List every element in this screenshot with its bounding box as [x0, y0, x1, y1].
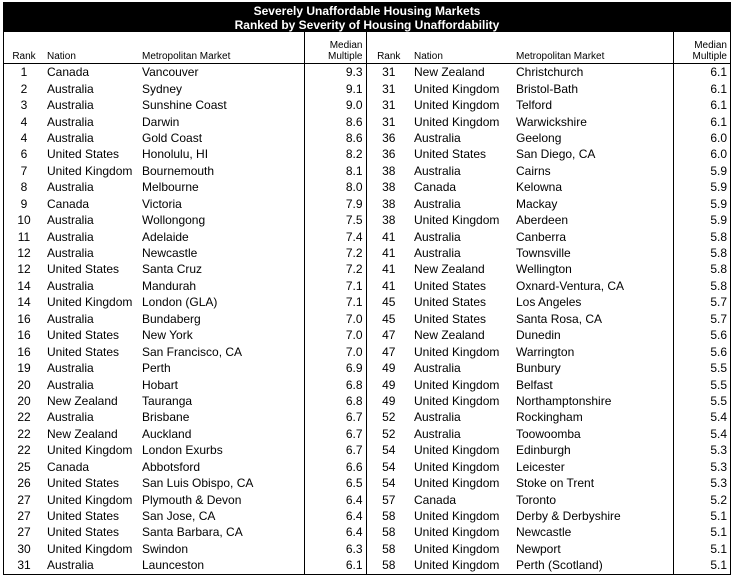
- left-rank-cell: 30: [17, 541, 31, 556]
- left-multiple-cell: 8.6: [304, 113, 366, 129]
- right-nation-cell: New Zealand: [414, 328, 485, 343]
- table-row: [4, 212, 730, 228]
- header-rank-left: Rank: [4, 32, 44, 64]
- table-row: [4, 409, 730, 425]
- right-nation-cell: New Zealand: [414, 262, 485, 277]
- header-multiple-line2: Multiple: [328, 51, 363, 62]
- right-nation-cell: Australia: [414, 196, 461, 211]
- left-multiple-cell: 7.0: [304, 311, 366, 327]
- left-nation-cell: United States: [47, 525, 120, 540]
- left-multiple-cell: 6.7: [304, 409, 366, 425]
- right-multiple-cell: 5.4: [673, 409, 730, 425]
- title-line-1: Severely Unaffordable Housing Markets: [253, 4, 481, 18]
- left-rank-cell: 1: [20, 65, 28, 80]
- table-row: [4, 278, 730, 294]
- left-multiple-cell: 6.7: [304, 426, 366, 442]
- left-market-cell: Sydney: [142, 81, 183, 96]
- left-market-cell: Melbourne: [142, 180, 199, 195]
- right-multiple-cell: 5.2: [673, 491, 730, 507]
- right-nation-cell: United States: [414, 278, 487, 293]
- left-rank-cell: 14: [17, 295, 31, 310]
- left-multiple-cell: 6.3: [304, 541, 366, 557]
- right-rank-cell: 52: [382, 426, 396, 441]
- right-market-cell: Aberdeen: [516, 213, 569, 228]
- left-rank-cell: 3: [20, 98, 28, 113]
- table-row: [4, 491, 730, 507]
- left-multiple-cell: 8.2: [304, 146, 366, 162]
- left-nation-cell: Australia: [47, 558, 94, 573]
- left-nation-cell: United Kingdom: [47, 443, 133, 458]
- table-row: [4, 327, 730, 343]
- left-multiple-cell: 6.8: [304, 393, 366, 409]
- right-multiple-cell: 5.1: [673, 557, 730, 573]
- right-multiple-cell: 5.1: [673, 541, 730, 557]
- right-market-cell: Leicester: [516, 459, 565, 474]
- right-nation-cell: Australia: [414, 426, 461, 441]
- right-nation-cell: Australia: [414, 361, 461, 376]
- right-multiple-cell: 5.1: [673, 508, 730, 524]
- left-nation-cell: Australia: [47, 130, 94, 145]
- left-rank-cell: 31: [17, 558, 31, 573]
- left-multiple-cell: 7.2: [304, 245, 366, 261]
- right-market-cell: Bristol-Bath: [516, 81, 579, 96]
- table-row: [4, 524, 730, 540]
- left-rank-cell: 27: [17, 509, 31, 524]
- right-market-cell: Rockingham: [516, 410, 583, 425]
- right-market-cell: Belfast: [516, 377, 553, 392]
- right-rank-cell: 36: [382, 147, 396, 162]
- header-nation-left: Nation: [44, 32, 139, 64]
- left-nation-cell: United States: [47, 262, 120, 277]
- right-rank-cell: 31: [382, 98, 396, 113]
- right-nation-cell: United Kingdom: [414, 476, 500, 491]
- right-nation-cell: United States: [414, 295, 487, 310]
- left-rank-cell: 20: [17, 393, 31, 408]
- right-market-cell: Stoke on Trent: [516, 476, 595, 491]
- right-multiple-cell: 5.8: [673, 278, 730, 294]
- left-market-cell: Victoria: [142, 196, 182, 211]
- right-nation-cell: United Kingdom: [414, 81, 500, 96]
- right-multiple-cell: 6.1: [673, 97, 730, 113]
- right-nation-cell: Australia: [414, 163, 461, 178]
- table-row: [4, 475, 730, 491]
- right-multiple-cell: 5.5: [673, 393, 730, 409]
- right-market-cell: Bunbury: [516, 361, 561, 376]
- right-nation-cell: United States: [414, 147, 487, 162]
- right-rank-cell: 45: [382, 311, 396, 326]
- left-nation-cell: United States: [47, 344, 120, 359]
- left-multiple-cell: 9.1: [304, 80, 366, 96]
- right-rank-cell: 57: [382, 492, 396, 507]
- right-nation-cell: Canada: [414, 180, 457, 195]
- right-multiple-cell: 5.9: [673, 179, 730, 195]
- right-rank-cell: 54: [382, 459, 396, 474]
- left-rank-cell: 22: [17, 443, 31, 458]
- left-multiple-cell: 6.4: [304, 508, 366, 524]
- left-rank-cell: 20: [17, 377, 31, 392]
- left-nation-cell: United Kingdom: [47, 541, 133, 556]
- left-market-cell: Adelaide: [142, 229, 189, 244]
- table-row: [4, 343, 730, 359]
- left-market-cell: Bundaberg: [142, 311, 201, 326]
- right-multiple-cell: 5.6: [673, 343, 730, 359]
- left-multiple-cell: 8.1: [304, 163, 366, 179]
- right-rank-cell: 38: [382, 163, 396, 178]
- left-rank-cell: 9: [20, 196, 28, 211]
- left-rank-cell: 14: [17, 278, 31, 293]
- table-row: [4, 360, 730, 376]
- right-nation-cell: United Kingdom: [414, 541, 500, 556]
- right-multiple-cell: 5.5: [673, 360, 730, 376]
- table-row: [4, 179, 730, 195]
- left-market-cell: San Francisco, CA: [142, 344, 243, 359]
- left-rank-cell: 10: [17, 213, 31, 228]
- table-body: [4, 64, 730, 574]
- left-nation-cell: New Zealand: [47, 393, 118, 408]
- right-rank-cell: 36: [382, 130, 396, 145]
- header-multiple-right: [673, 32, 730, 64]
- right-rank-cell: 31: [382, 114, 396, 129]
- left-nation-cell: United States: [47, 509, 120, 524]
- table-row: [4, 228, 730, 244]
- right-rank-cell: 41: [382, 262, 396, 277]
- table-row: [4, 97, 730, 113]
- left-multiple-cell: 7.1: [304, 278, 366, 294]
- right-market-cell: Warrington: [516, 344, 575, 359]
- right-market-cell: Oxnard-Ventura, CA: [516, 278, 625, 293]
- right-rank-cell: 58: [382, 558, 396, 573]
- left-rank-cell: 7: [20, 163, 28, 178]
- left-nation-cell: Australia: [47, 361, 94, 376]
- left-market-cell: London (GLA): [142, 295, 218, 310]
- right-market-cell: Wellington: [516, 262, 572, 277]
- left-market-cell: San Luis Obispo, CA: [142, 476, 254, 491]
- right-market-cell: Cairns: [516, 163, 551, 178]
- right-rank-cell: 47: [382, 328, 396, 343]
- header-nation-right: Nation: [411, 32, 513, 64]
- left-market-cell: Santa Cruz: [142, 262, 203, 277]
- right-rank-cell: 58: [382, 541, 396, 556]
- housing-table: [4, 32, 730, 574]
- left-rank-cell: 8: [20, 180, 28, 195]
- right-rank-cell: 31: [382, 65, 396, 80]
- left-nation-cell: United States: [47, 328, 120, 343]
- right-market-cell: Perth (Scotland): [516, 558, 603, 573]
- right-market-cell: Newcastle: [516, 525, 572, 540]
- left-nation-cell: New Zealand: [47, 426, 118, 441]
- table-row: [4, 163, 730, 179]
- left-market-cell: Honolulu, HI: [142, 147, 209, 162]
- table-row: [4, 311, 730, 327]
- right-rank-cell: 38: [382, 180, 396, 195]
- left-multiple-cell: 7.0: [304, 327, 366, 343]
- left-nation-cell: United Kingdom: [47, 492, 133, 507]
- left-rank-cell: 6: [20, 147, 28, 162]
- left-market-cell: Newcastle: [142, 246, 198, 261]
- left-market-cell: Gold Coast: [142, 130, 203, 145]
- left-rank-cell: 27: [17, 525, 31, 540]
- left-nation-cell: Canada: [47, 65, 90, 80]
- right-market-cell: Telford: [516, 98, 553, 113]
- left-nation-cell: Australia: [47, 377, 94, 392]
- left-market-cell: San Jose, CA: [142, 509, 216, 524]
- right-multiple-cell: 5.1: [673, 524, 730, 540]
- right-multiple-cell: 5.4: [673, 426, 730, 442]
- right-market-cell: Northamptonshire: [516, 393, 612, 408]
- left-nation-cell: Australia: [47, 98, 94, 113]
- left-nation-cell: Australia: [47, 180, 94, 195]
- left-multiple-cell: 7.4: [304, 228, 366, 244]
- table-row: [4, 393, 730, 409]
- table-row: [4, 459, 730, 475]
- right-rank-cell: 41: [382, 246, 396, 261]
- right-nation-cell: Australia: [414, 246, 461, 261]
- right-multiple-cell: 5.7: [673, 294, 730, 310]
- right-market-cell: Los Angeles: [516, 295, 582, 310]
- right-multiple-cell: 5.3: [673, 459, 730, 475]
- left-rank-cell: 11: [17, 229, 31, 244]
- left-nation-cell: United Kingdom: [47, 163, 133, 178]
- right-nation-cell: United Kingdom: [414, 525, 500, 540]
- left-market-cell: Perth: [142, 361, 171, 376]
- right-multiple-cell: 5.8: [673, 261, 730, 277]
- left-multiple-cell: 9.0: [304, 97, 366, 113]
- left-nation-cell: Australia: [47, 213, 94, 228]
- right-rank-cell: 31: [382, 81, 396, 96]
- left-nation-cell: Australia: [47, 114, 94, 129]
- table-row: [4, 294, 730, 310]
- right-market-cell: Canberra: [516, 229, 567, 244]
- left-nation-cell: Australia: [47, 246, 94, 261]
- right-multiple-cell: 5.7: [673, 311, 730, 327]
- title-line-2: Ranked by Severity of Housing Unaffordability: [234, 18, 500, 32]
- right-nation-cell: United Kingdom: [414, 443, 500, 458]
- left-rank-cell: 22: [17, 426, 31, 441]
- right-nation-cell: Australia: [414, 410, 461, 425]
- left-nation-cell: Australia: [47, 410, 94, 425]
- right-nation-cell: Australia: [414, 130, 461, 145]
- right-rank-cell: 38: [382, 196, 396, 211]
- right-market-cell: Dunedin: [516, 328, 561, 343]
- right-nation-cell: Canada: [414, 492, 457, 507]
- left-market-cell: Swindon: [142, 541, 189, 556]
- housing-table-container: [3, 2, 731, 575]
- right-multiple-cell: 5.3: [673, 475, 730, 491]
- right-market-cell: Townsville: [516, 246, 571, 261]
- right-rank-cell: 38: [382, 213, 396, 228]
- left-rank-cell: 12: [17, 262, 31, 277]
- left-multiple-cell: 9.3: [304, 64, 366, 81]
- table-row: [4, 442, 730, 458]
- right-market-cell: Geelong: [516, 130, 562, 145]
- left-nation-cell: Australia: [47, 229, 94, 244]
- header-multiple-left: [304, 32, 366, 64]
- right-rank-cell: 58: [382, 509, 396, 524]
- left-market-cell: Abbotsford: [142, 459, 201, 474]
- right-multiple-cell: 5.9: [673, 163, 730, 179]
- right-nation-cell: New Zealand: [414, 65, 485, 80]
- right-nation-cell: Australia: [414, 229, 461, 244]
- right-market-cell: Warwickshire: [516, 114, 587, 129]
- right-multiple-cell: 5.9: [673, 196, 730, 212]
- right-rank-cell: 49: [382, 361, 396, 376]
- left-multiple-cell: 7.0: [304, 343, 366, 359]
- right-market-cell: Toronto: [516, 492, 557, 507]
- left-market-cell: New York: [142, 328, 193, 343]
- left-rank-cell: 12: [17, 246, 31, 261]
- right-market-cell: Santa Rosa, CA: [516, 311, 603, 326]
- right-nation-cell: United Kingdom: [414, 558, 500, 573]
- right-rank-cell: 52: [382, 410, 396, 425]
- header-market-left: Metropolitan Market: [139, 32, 304, 64]
- left-market-cell: Santa Barbara, CA: [142, 525, 243, 540]
- right-multiple-cell: 6.1: [673, 64, 730, 81]
- left-rank-cell: 25: [17, 459, 31, 474]
- left-nation-cell: Canada: [47, 196, 90, 211]
- left-nation-cell: Australia: [47, 81, 94, 96]
- left-market-cell: Wollongong: [142, 213, 206, 228]
- left-market-cell: Darwin: [142, 114, 180, 129]
- right-rank-cell: 54: [382, 476, 396, 491]
- right-market-cell: Newport: [516, 541, 561, 556]
- left-rank-cell: 4: [20, 130, 28, 145]
- right-multiple-cell: 6.0: [673, 146, 730, 162]
- header-multiple-line2: Multiple: [692, 51, 727, 62]
- table-row: [4, 80, 730, 96]
- header-multiple-line1: Median: [694, 40, 727, 51]
- left-rank-cell: 4: [20, 114, 28, 129]
- table-title: [4, 3, 730, 32]
- right-multiple-cell: 6.1: [673, 113, 730, 129]
- right-market-cell: Mackay: [516, 196, 558, 211]
- left-rank-cell: 22: [17, 410, 31, 425]
- left-market-cell: Brisbane: [142, 410, 190, 425]
- right-rank-cell: 58: [382, 525, 396, 540]
- right-nation-cell: United Kingdom: [414, 213, 500, 228]
- table-row: [4, 508, 730, 524]
- left-market-cell: Tauranga: [142, 393, 193, 408]
- left-nation-cell: United Kingdom: [47, 295, 133, 310]
- left-market-cell: London Exurbs: [142, 443, 223, 458]
- right-multiple-cell: 5.9: [673, 212, 730, 228]
- left-market-cell: Bournemouth: [142, 163, 215, 178]
- table-row: [4, 245, 730, 261]
- right-rank-cell: 41: [382, 278, 396, 293]
- table-row: [4, 113, 730, 129]
- right-nation-cell: United States: [414, 311, 487, 326]
- right-rank-cell: 41: [382, 229, 396, 244]
- right-nation-cell: United Kingdom: [414, 509, 500, 524]
- right-nation-cell: United Kingdom: [414, 98, 500, 113]
- table-row: [4, 196, 730, 212]
- table-row: [4, 541, 730, 557]
- left-nation-cell: United States: [47, 147, 120, 162]
- right-rank-cell: 47: [382, 344, 396, 359]
- left-market-cell: Hobart: [142, 377, 179, 392]
- left-rank-cell: 16: [17, 311, 31, 326]
- right-nation-cell: United Kingdom: [414, 377, 500, 392]
- right-market-cell: Edinburgh: [516, 443, 571, 458]
- table-row: [4, 146, 730, 162]
- right-rank-cell: 45: [382, 295, 396, 310]
- left-market-cell: Sunshine Coast: [142, 98, 227, 113]
- left-multiple-cell: 8.6: [304, 130, 366, 146]
- left-multiple-cell: 6.8: [304, 376, 366, 392]
- left-multiple-cell: 7.9: [304, 196, 366, 212]
- left-rank-cell: 26: [17, 476, 31, 491]
- left-multiple-cell: 7.5: [304, 212, 366, 228]
- left-multiple-cell: 6.4: [304, 524, 366, 540]
- right-multiple-cell: 5.3: [673, 442, 730, 458]
- right-market-cell: San Diego, CA: [516, 147, 596, 162]
- left-market-cell: Vancouver: [142, 65, 199, 80]
- left-rank-cell: 16: [17, 344, 31, 359]
- left-rank-cell: 16: [17, 328, 31, 343]
- left-nation-cell: Australia: [47, 278, 94, 293]
- right-market-cell: Derby & Derbyshire: [516, 509, 621, 524]
- left-multiple-cell: 6.4: [304, 491, 366, 507]
- left-market-cell: Launceston: [142, 558, 205, 573]
- right-multiple-cell: 5.8: [673, 228, 730, 244]
- left-nation-cell: Canada: [47, 459, 90, 474]
- right-nation-cell: United Kingdom: [414, 114, 500, 129]
- left-multiple-cell: 8.0: [304, 179, 366, 195]
- right-nation-cell: United Kingdom: [414, 344, 500, 359]
- right-multiple-cell: 6.1: [673, 80, 730, 96]
- left-multiple-cell: 6.9: [304, 360, 366, 376]
- left-multiple-cell: 7.1: [304, 294, 366, 310]
- left-market-cell: Mandurah: [142, 278, 197, 293]
- right-multiple-cell: 6.0: [673, 130, 730, 146]
- left-nation-cell: United States: [47, 476, 120, 491]
- header-market-right: Metropolitan Market: [513, 32, 673, 64]
- table-row: [4, 261, 730, 277]
- left-rank-cell: 27: [17, 492, 31, 507]
- table-row: [4, 64, 730, 81]
- right-rank-cell: 49: [382, 377, 396, 392]
- right-multiple-cell: 5.5: [673, 376, 730, 392]
- right-market-cell: Christchurch: [516, 65, 584, 80]
- header-row: [4, 32, 730, 64]
- left-rank-cell: 2: [20, 81, 28, 96]
- right-nation-cell: United Kingdom: [414, 393, 500, 408]
- header-rank-right: Rank: [366, 32, 411, 64]
- right-nation-cell: United Kingdom: [414, 459, 500, 474]
- table-row: [4, 557, 730, 573]
- left-nation-cell: Australia: [47, 311, 94, 326]
- left-multiple-cell: 7.2: [304, 261, 366, 277]
- left-multiple-cell: 6.6: [304, 459, 366, 475]
- table-row: [4, 376, 730, 392]
- right-multiple-cell: 5.6: [673, 327, 730, 343]
- right-market-cell: Toowoomba: [516, 426, 581, 441]
- table-row: [4, 130, 730, 146]
- left-multiple-cell: 6.1: [304, 557, 366, 573]
- left-market-cell: Plymouth & Devon: [142, 492, 242, 507]
- right-rank-cell: 49: [382, 393, 396, 408]
- left-rank-cell: 19: [17, 361, 31, 376]
- right-market-cell: Kelowna: [516, 180, 563, 195]
- left-multiple-cell: 6.5: [304, 475, 366, 491]
- right-rank-cell: 54: [382, 443, 396, 458]
- header-multiple-line1: Median: [329, 40, 363, 51]
- left-market-cell: Auckland: [142, 426, 192, 441]
- left-multiple-cell: 6.7: [304, 442, 366, 458]
- table-row: [4, 426, 730, 442]
- right-multiple-cell: 5.8: [673, 245, 730, 261]
